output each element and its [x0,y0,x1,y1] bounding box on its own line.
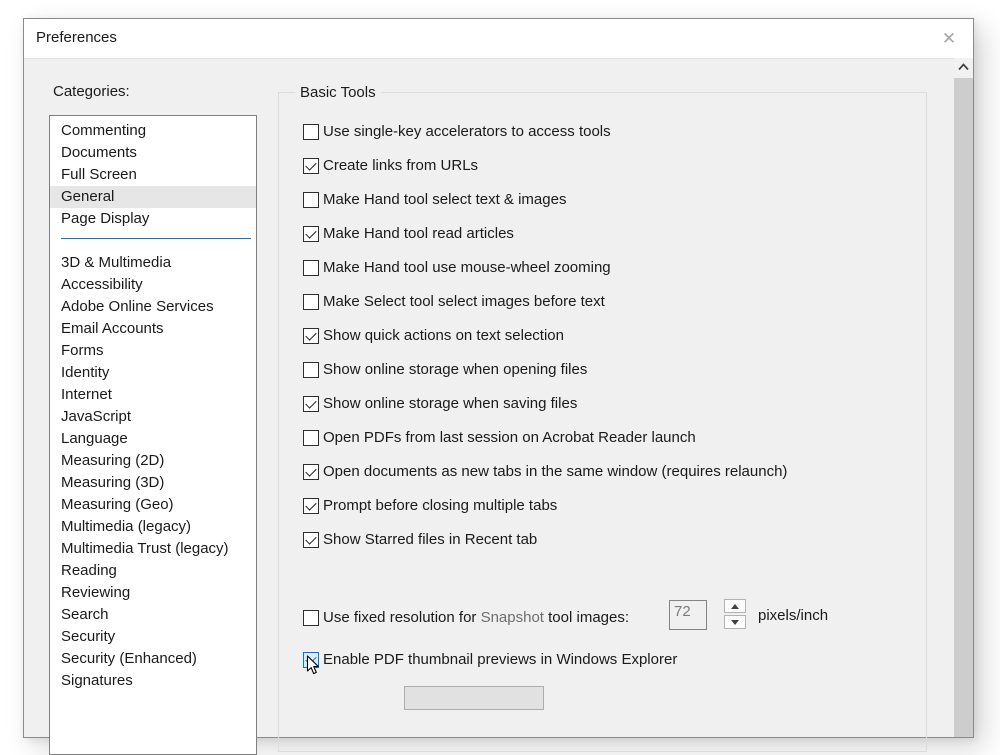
sidebar-item-documents[interactable]: Documents [61,144,137,161]
categories-listbox[interactable] [49,115,257,755]
scroll-up-button[interactable] [954,58,973,76]
checkbox[interactable] [303,532,319,548]
sidebar-item-measuring-3d-[interactable]: Measuring (3D) [61,474,165,491]
enable-pdf-thumbnails-label[interactable]: Enable PDF thumbnail previews in Windows Explorer [323,651,678,668]
checkbox-row [303,157,478,174]
sidebar-item-accessibility[interactable]: Accessibility [61,276,143,293]
checkbox-label[interactable]: Make Hand tool select text & images [323,191,567,208]
sidebar-item-identity[interactable]: Identity [61,364,110,381]
checkbox[interactable] [303,498,319,514]
checkbox[interactable] [303,362,319,378]
sidebar-item-javascript[interactable]: JavaScript [61,408,132,425]
checkbox-row [303,293,605,310]
checkbox[interactable] [303,464,319,480]
sidebar-item-forms[interactable]: Forms [61,342,104,359]
checkbox[interactable] [303,192,319,208]
arrow-up-icon [731,604,739,609]
partially-visible-button[interactable] [404,686,544,710]
checkbox-row [303,327,564,344]
close-icon[interactable]: ✕ [941,29,957,48]
checkbox[interactable] [303,294,319,310]
sidebar-item-internet[interactable]: Internet [61,386,112,403]
sidebar-item-search[interactable]: Search [61,606,109,623]
vertical-scrollbar[interactable] [954,58,973,737]
checkbox-row [303,225,514,242]
snapshot-resolution-input[interactable]: 72 [669,600,707,630]
checkbox[interactable] [303,158,319,174]
group-title: Basic Tools [295,84,381,101]
arrow-down-icon [731,620,739,625]
chevron-up-icon [958,63,969,71]
checkbox-label[interactable]: Make Hand tool read articles [323,225,514,242]
checkbox-label[interactable]: Show online storage when saving files [323,395,578,412]
sidebar-item-measuring-2d-[interactable]: Measuring (2D) [61,452,165,469]
checkbox-label[interactable]: Use single-key accelerators to access tools [323,123,611,140]
checkbox[interactable] [303,226,319,242]
checkbox-label[interactable]: Open documents as new tabs in the same window (requires relaunch) [323,463,788,480]
sidebar-item-security[interactable]: Security [61,628,116,645]
sidebar-item-reading[interactable]: Reading [61,562,117,579]
sidebar-item-measuring-geo-[interactable]: Measuring (Geo) [61,496,174,513]
checkbox-row [303,191,566,208]
sidebar-item-signatures[interactable]: Signatures [61,672,133,689]
sidebar-item-full-screen[interactable]: Full Screen [61,166,137,183]
checkbox-label[interactable]: Show Starred files in Recent tab [323,531,538,548]
checkbox-row [303,463,787,480]
sidebar-item-adobe-online-services[interactable]: Adobe Online Services [61,298,214,315]
sidebar-item-multimedia-trust-legacy-[interactable]: Multimedia Trust (legacy) [61,540,229,557]
checkbox-label[interactable]: Prompt before closing multiple tabs [323,497,558,514]
checkbox-label[interactable]: Make Select tool select images before text [323,293,605,310]
checkbox-label[interactable]: Open PDFs from last session on Acrobat Reader launch [323,429,696,446]
scrollbar-thumb[interactable] [954,78,973,737]
checkbox-row [303,429,696,446]
sidebar-item-3d-multimedia[interactable]: 3D & Multimedia [61,254,172,271]
sidebar-item-multimedia-legacy-[interactable]: Multimedia (legacy) [61,518,192,535]
checkbox-row [303,361,587,378]
checkbox[interactable] [303,430,319,446]
snapshot-resolution-checkbox[interactable] [303,610,319,626]
checkbox-row [303,651,677,668]
checkbox[interactable] [303,260,319,276]
sidebar-item-reviewing[interactable]: Reviewing [61,584,131,601]
sidebar-item-language[interactable]: Language [61,430,128,447]
categories-label: Categories: [53,83,130,100]
snapshot-resolution-label[interactable]: Use fixed resolution for Snapshot tool images: [323,609,630,626]
checkbox[interactable] [303,124,319,140]
mouse-cursor-icon [306,655,320,676]
checkbox-row [303,497,557,514]
preferences-dialog [23,18,974,738]
checkbox-row [303,123,611,140]
sidebar-item-security-enhanced-[interactable]: Security (Enhanced) [61,650,197,667]
pixels-per-inch-label: pixels/inch [758,607,829,624]
checkbox-row [303,609,629,626]
spinner-down-button[interactable] [724,615,746,629]
sidebar-item-email-accounts[interactable]: Email Accounts [61,320,164,337]
checkbox-label[interactable]: Create links from URLs [323,157,479,174]
titlebar [24,19,973,59]
checkbox-label[interactable]: Show quick actions on text selection [323,327,564,344]
checkbox-row [303,531,537,548]
checkbox-label[interactable]: Show online storage when opening files [323,361,588,378]
list-separator [50,230,256,252]
spinner-up-button[interactable] [724,599,746,613]
checkbox-row [303,395,577,412]
checkbox[interactable] [303,396,319,412]
sidebar-item-general[interactable]: General [50,186,256,208]
checkbox-label[interactable]: Make Hand tool use mouse-wheel zooming [323,259,611,276]
sidebar-item-commenting[interactable]: Commenting [61,122,147,139]
sidebar-item-page-display[interactable]: Page Display [61,210,150,227]
checkbox-row [303,259,611,276]
dialog-title: Preferences [36,29,117,46]
checkbox[interactable] [303,328,319,344]
